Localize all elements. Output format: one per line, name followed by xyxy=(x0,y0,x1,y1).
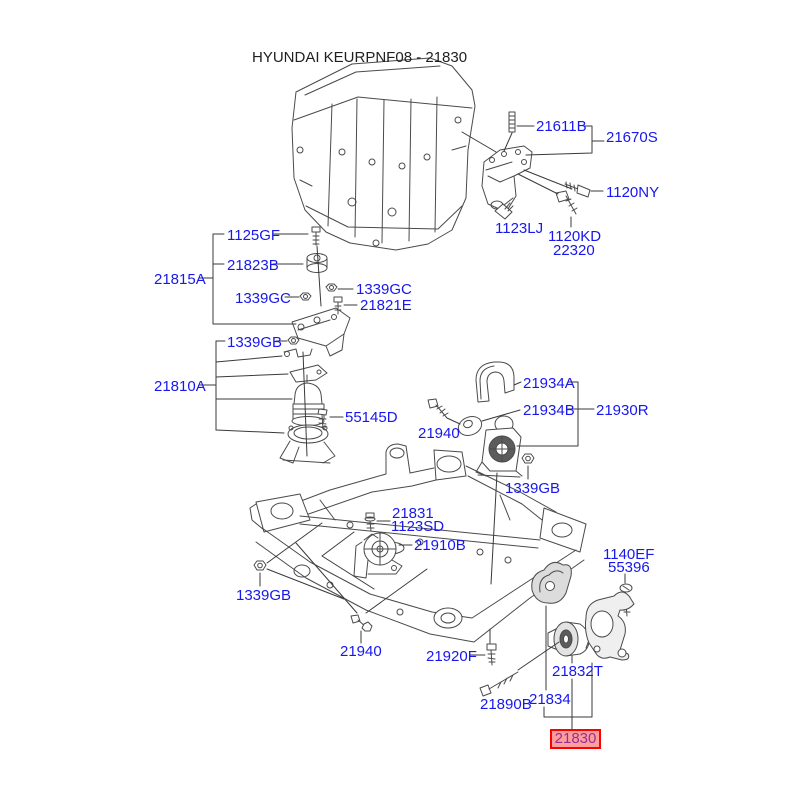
part-label-21910b[interactable]: 21910B xyxy=(414,537,466,554)
part-label-21834[interactable]: 21834 xyxy=(529,691,571,708)
part-label-1140ef[interactable]: 1140EF xyxy=(603,546,655,563)
nut-1339gb-top-icon xyxy=(288,337,299,344)
bolt-1120ny-icon xyxy=(565,182,590,197)
bushing-21832t-icon xyxy=(548,622,589,656)
part-label-21821e[interactable]: 21821E xyxy=(360,297,412,314)
diagram-title: HYUNDAI KEURPNF08 - 21830 xyxy=(252,49,468,66)
part-label-21815a[interactable]: 21815A xyxy=(154,271,206,288)
part-label-1120kd[interactable]: 1120KD xyxy=(548,228,602,245)
part-label-21940-lower[interactable]: 21940 xyxy=(340,643,382,660)
part-label-1123lj[interactable]: 1123LJ xyxy=(495,220,544,237)
part-label-1339gb-bottom[interactable]: 1339GB xyxy=(236,587,292,604)
part-label-21810a[interactable]: 21810A xyxy=(154,378,206,395)
nut-1339gc-right-icon xyxy=(326,284,337,291)
part-label-21823b[interactable]: 21823B xyxy=(227,257,279,274)
part-label-55145d[interactable]: 55145D xyxy=(345,409,398,426)
bracket-21834-icon xyxy=(532,562,572,603)
part-label-21934b[interactable]: 21934B xyxy=(523,402,575,419)
part-label-21832t[interactable]: 21832T xyxy=(552,663,603,680)
engine-illustration xyxy=(292,58,475,250)
bolt-21890b-icon xyxy=(480,672,518,696)
bolt-21940-lower-icon xyxy=(351,615,372,631)
part-label-21890b[interactable]: 21890B xyxy=(480,696,532,713)
part-label-1339gb-top[interactable]: 1339GB xyxy=(227,334,283,351)
part-label-21611b[interactable]: 21611B xyxy=(536,118,587,135)
highlighted-part-label-21830[interactable]: 21830 xyxy=(550,729,601,749)
bolt-21920f-icon xyxy=(487,644,496,665)
part-label-21934a[interactable]: 21934A xyxy=(523,375,575,392)
mount-21910b-icon xyxy=(354,533,402,578)
bolt-1123sd-icon xyxy=(365,513,375,531)
part-label-1120ny[interactable]: 1120NY xyxy=(606,184,660,201)
part-label-1339gc-left[interactable]: 1339GC xyxy=(235,290,291,307)
part-label-22320[interactable]: 22320 xyxy=(553,242,595,259)
washer-21934b-icon xyxy=(456,413,485,439)
cover-21934a-icon xyxy=(476,362,514,402)
part-label-21930r[interactable]: 21930R xyxy=(596,402,649,419)
part-label-55396[interactable]: 55396 xyxy=(608,559,650,576)
nut-1339gb-bottom-icon xyxy=(254,561,266,570)
part-label-21940-upper[interactable]: 21940 xyxy=(418,425,460,442)
part-label-21920f[interactable]: 21920F xyxy=(426,648,477,665)
mount-21930r-icon xyxy=(476,416,522,477)
knuckle-bracket-icon xyxy=(585,592,634,660)
part-label-1125gf[interactable]: 1125GF xyxy=(227,227,281,244)
bracket-21815a-icon xyxy=(292,308,350,356)
mount-21810a-icon xyxy=(280,349,335,463)
part-label-1339gc-right[interactable]: 1339GC xyxy=(356,281,412,298)
bolt-1125gf-icon xyxy=(312,227,320,245)
part-label-1123sd[interactable]: 1123SD xyxy=(391,518,445,535)
part-label-1339gb-right[interactable]: 1339GB xyxy=(505,480,561,497)
nut-1339gb-right-icon xyxy=(522,454,534,463)
bolt-21611b-icon xyxy=(509,112,515,132)
part-label-21670s[interactable]: 21670S xyxy=(606,129,658,146)
bolt-21940-upper-icon xyxy=(428,399,448,418)
bolt-1120kd-icon xyxy=(556,191,577,214)
bushing-21823b-icon xyxy=(307,254,327,273)
nut-1339gc-left-icon xyxy=(300,293,311,300)
part-label-21831[interactable]: 21831 xyxy=(392,505,434,522)
